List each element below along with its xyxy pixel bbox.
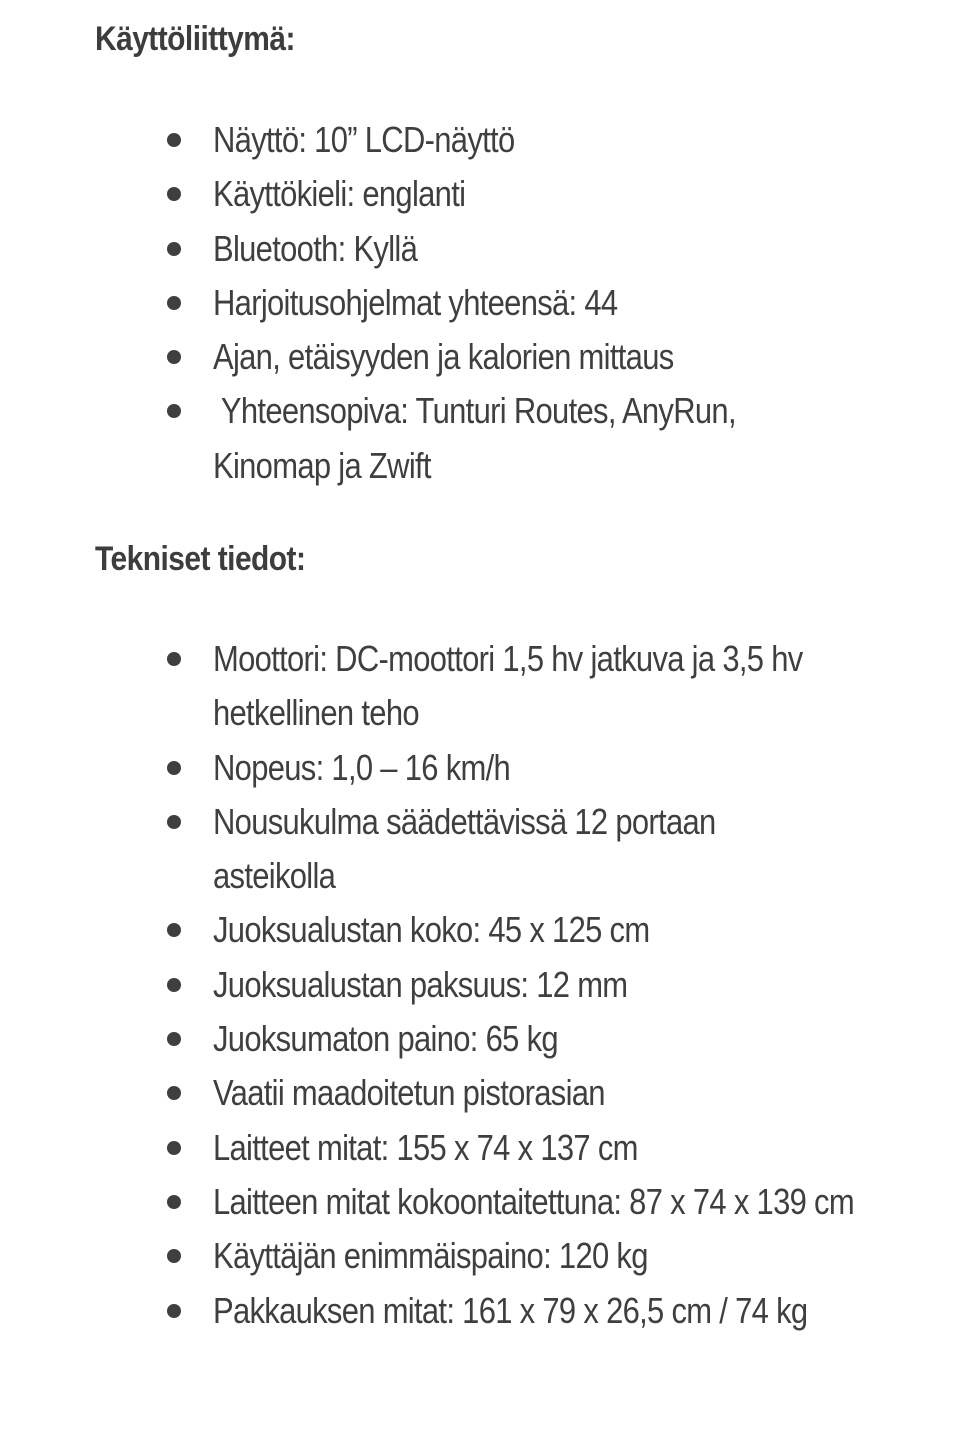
bullet-icon — [167, 1086, 181, 1100]
bullet-icon — [167, 652, 181, 666]
bullet-icon — [167, 350, 181, 364]
list-item: Ajan, etäisyyden ja kalorien mittaus — [213, 330, 873, 384]
section-heading-interface: Käyttöliittymä: — [95, 20, 295, 58]
bullet-icon — [167, 1249, 181, 1263]
list-item: Nousukulma säädettävissä 12 portaan asteikolla — [213, 795, 873, 904]
bullet-icon — [167, 133, 181, 147]
bullet-icon — [167, 296, 181, 310]
bullet-icon — [167, 187, 181, 201]
list-item: Näyttö: 10” LCD-näyttö — [213, 113, 873, 167]
bullet-icon — [167, 242, 181, 256]
list-item: Käyttökieli: englanti — [213, 167, 873, 221]
list-item: Nopeus: 1,0 – 16 km/h — [213, 741, 873, 795]
bullet-icon — [167, 1032, 181, 1046]
list-item: Käyttäjän enimmäispaino: 120 kg — [213, 1229, 873, 1283]
bullet-icon — [167, 923, 181, 937]
bullet-icon — [167, 1195, 181, 1209]
section-heading-technical: Tekniset tiedot: — [95, 540, 306, 578]
bullet-icon — [167, 761, 181, 775]
interface-spec-list — [213, 113, 873, 493]
list-item: Bluetooth: Kyllä — [213, 222, 873, 276]
bullet-icon — [167, 1304, 181, 1318]
list-item: Juoksualustan paksuus: 12 mm — [213, 958, 873, 1012]
bullet-icon — [167, 1141, 181, 1155]
list-item: Moottori: DC-moottori 1,5 hv jatkuva ja 3,5 hv hetkellinen teho — [213, 632, 873, 741]
bullet-icon — [167, 815, 181, 829]
list-item: Vaatii maadoitetun pistorasian — [213, 1066, 873, 1120]
bullet-icon — [167, 404, 181, 418]
bullet-icon — [167, 978, 181, 992]
list-item: Yhteensopiva: Tunturi Routes, AnyRun, Kinomap ja Zwift — [213, 384, 873, 493]
list-item: Laitteen mitat kokoontaitettuna: 87 x 74 x 139 cm — [213, 1175, 873, 1229]
technical-spec-list — [213, 632, 873, 1338]
list-item: Juoksumaton paino: 65 kg — [213, 1012, 873, 1066]
list-item: Juoksualustan koko: 45 x 125 cm — [213, 903, 873, 957]
list-item: Pakkauksen mitat: 161 x 79 x 26,5 cm / 74 kg — [213, 1284, 873, 1338]
list-item: Harjoitusohjelmat yhteensä: 44 — [213, 276, 873, 330]
list-item: Laitteet mitat: 155 x 74 x 137 cm — [213, 1121, 873, 1175]
